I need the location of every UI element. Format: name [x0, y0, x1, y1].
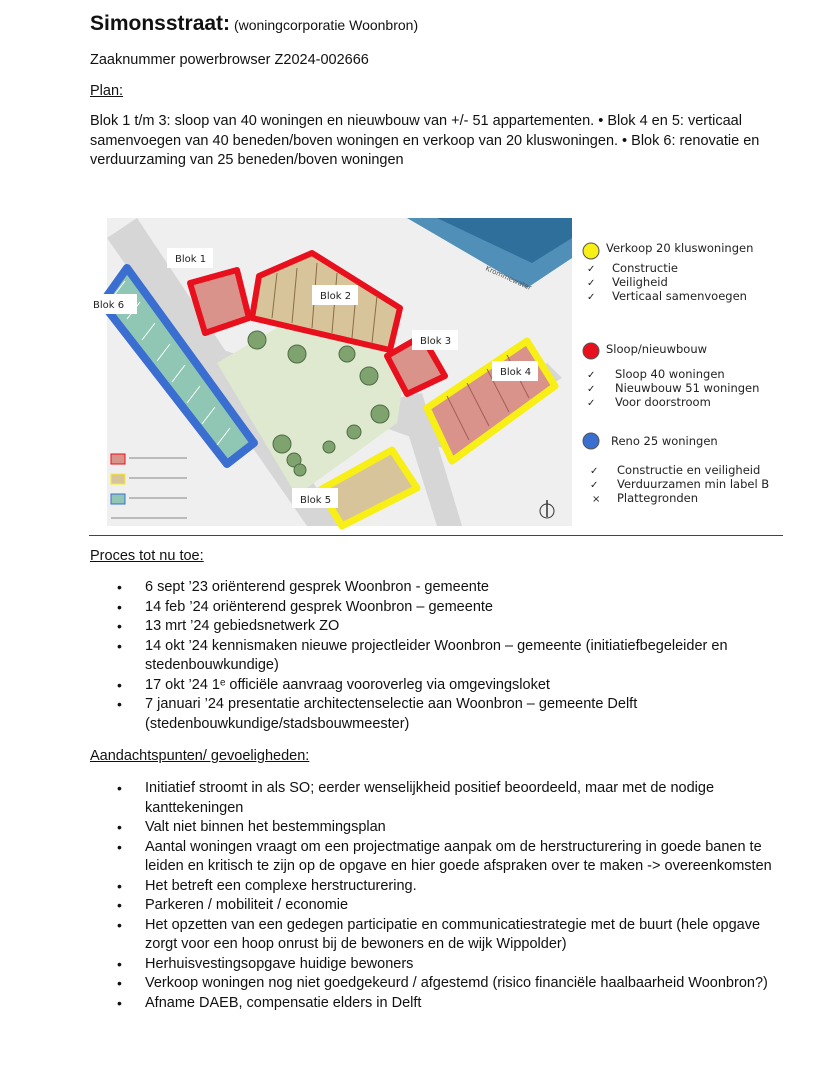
legend-blue-item: Plattegronden — [617, 491, 699, 505]
process-heading: Proces tot nu toe: — [90, 548, 204, 564]
list-item: • Verkoop woningen nog niet goedgekeurd / afgestemd (risico financiële haalbaarheid Woonbron?) — [90, 974, 790, 994]
list-item: • Valt niet binnen het bestemmingsplan — [90, 818, 790, 838]
legend-blue-item: Verduurzamen min label B — [617, 477, 770, 491]
plan-description: Blok 1 t/m 3: sloop van 40 woningen en nieuwbouw van +/- 51 appartementen. • Blok 4 en 5: verticaal samenvoegen van 40 beneden/boven woningen en verkoop van 20 kluswoningen. • Blok 6: renovatie en verduurzaming van 25 beneden/boven woningen — [90, 113, 760, 168]
legend-cross-icon: × — [592, 494, 601, 505]
page-title — [90, 12, 418, 36]
legend-check-icon: ✓ — [590, 480, 599, 491]
list-item: • 14 okt ’24 kennismaken nieuwe projectleider Woonbron – gemeente (initiatiefbegeleider en stedenbouwkundige) — [90, 637, 790, 676]
legend-check-icon: ✓ — [590, 466, 599, 477]
legend-yellow-title: Verkoop 20 kluswoningen — [606, 241, 754, 255]
list-item: • Afname DAEB, compensatie elders in Delft — [90, 994, 790, 1014]
legend-check-icon: ✓ — [587, 398, 596, 409]
legend-red-item: Nieuwbouw 51 woningen — [615, 381, 760, 395]
list-item: • 17 okt ’24 1ᵉ officiële aanvraag vooroverleg via omgevingsloket — [90, 676, 790, 696]
legend-check-icon: ✓ — [587, 278, 596, 289]
legend-yellow-dot — [583, 243, 599, 259]
divider — [89, 535, 783, 536]
list-item: • 14 feb ’24 oriënterend gesprek Woonbron – gemeente — [90, 598, 790, 618]
attention-list — [90, 779, 790, 1013]
blok1-label: Blok 1 — [175, 254, 207, 265]
legend-red-item: Voor doorstroom — [615, 395, 711, 409]
legend-red-dot — [583, 343, 599, 359]
legend-blue-title: Reno 25 woningen — [611, 434, 718, 448]
plan-heading: Plan: — [90, 83, 124, 99]
legend-check-icon: ✓ — [587, 370, 596, 381]
list-item: • 6 sept ’23 oriënterend gesprek Woonbron - gemeente — [90, 578, 790, 598]
list-item: • 13 mrt ’24 gebiedsnetwerk ZO — [90, 617, 790, 637]
list-item: • Initiatief stroomt in als SO; eerder wenselijkheid positief beoordeeld, maar met de nodige kanttekeningen — [90, 779, 790, 818]
attention-heading: Aandachtspunten/ gevoeligheden: — [90, 748, 310, 764]
title-corporation: (woningcorporatie Woonbron) — [233, 17, 419, 33]
blok3-label: Blok 3 — [420, 336, 452, 347]
legend-yellow-item: Constructie — [612, 261, 678, 275]
legend-red-item: Sloop 40 woningen — [615, 367, 725, 381]
list-item: • Parkeren / mobiliteit / economie — [90, 896, 790, 916]
legend-check-icon: ✓ — [587, 384, 596, 395]
legend-blue-dot — [583, 433, 599, 449]
list-item: • Herhuisvestingsopgave huidige bewoners — [90, 955, 790, 975]
map-legend — [583, 241, 769, 505]
blok4-label: Blok 4 — [500, 367, 532, 378]
case-number: Zaaknummer powerbrowser Z2024-002666 — [90, 52, 369, 68]
process-list — [90, 578, 790, 734]
legend-yellow-item: Verticaal samenvoegen — [612, 289, 747, 303]
site-plan-figure — [93, 218, 780, 526]
title-street: Simonsstraat: — [90, 12, 231, 35]
blok6-label: Blok 6 — [93, 300, 125, 311]
list-item: • 7 januari ’24 presentatie architectenselectie aan Woonbron – gemeente Delft (stedenbouwkundige/stadsbouwmeester) — [90, 695, 790, 734]
legend-check-icon: ✓ — [587, 292, 596, 303]
street-label: Krommewater — [484, 264, 533, 292]
legend-yellow-item: Veiligheid — [612, 275, 668, 289]
list-item: • Het opzetten van een gedegen participatie en communicatiestrategie met de buurt (hele opgave zorgt voor een hoop onrust bij de bewoners en de wijk Wippolder) — [90, 916, 790, 955]
list-item: • Aantal woningen vraagt om een projectmatige aanpak om de herstructurering in goede banen te leiden en kritisch te zijn op de opgave en hier goede afspraken over te maken -> overeenkomsten — [90, 838, 790, 877]
legend-check-icon: ✓ — [587, 264, 596, 275]
legend-blue-item: Constructie en veiligheid — [617, 463, 761, 477]
legend-red-title: Sloop/nieuwbouw — [606, 342, 708, 356]
blok5-label: Blok 5 — [300, 495, 332, 506]
list-item: • Het betreft een complexe herstructurering. — [90, 877, 790, 897]
blok2-label: Blok 2 — [320, 291, 352, 302]
